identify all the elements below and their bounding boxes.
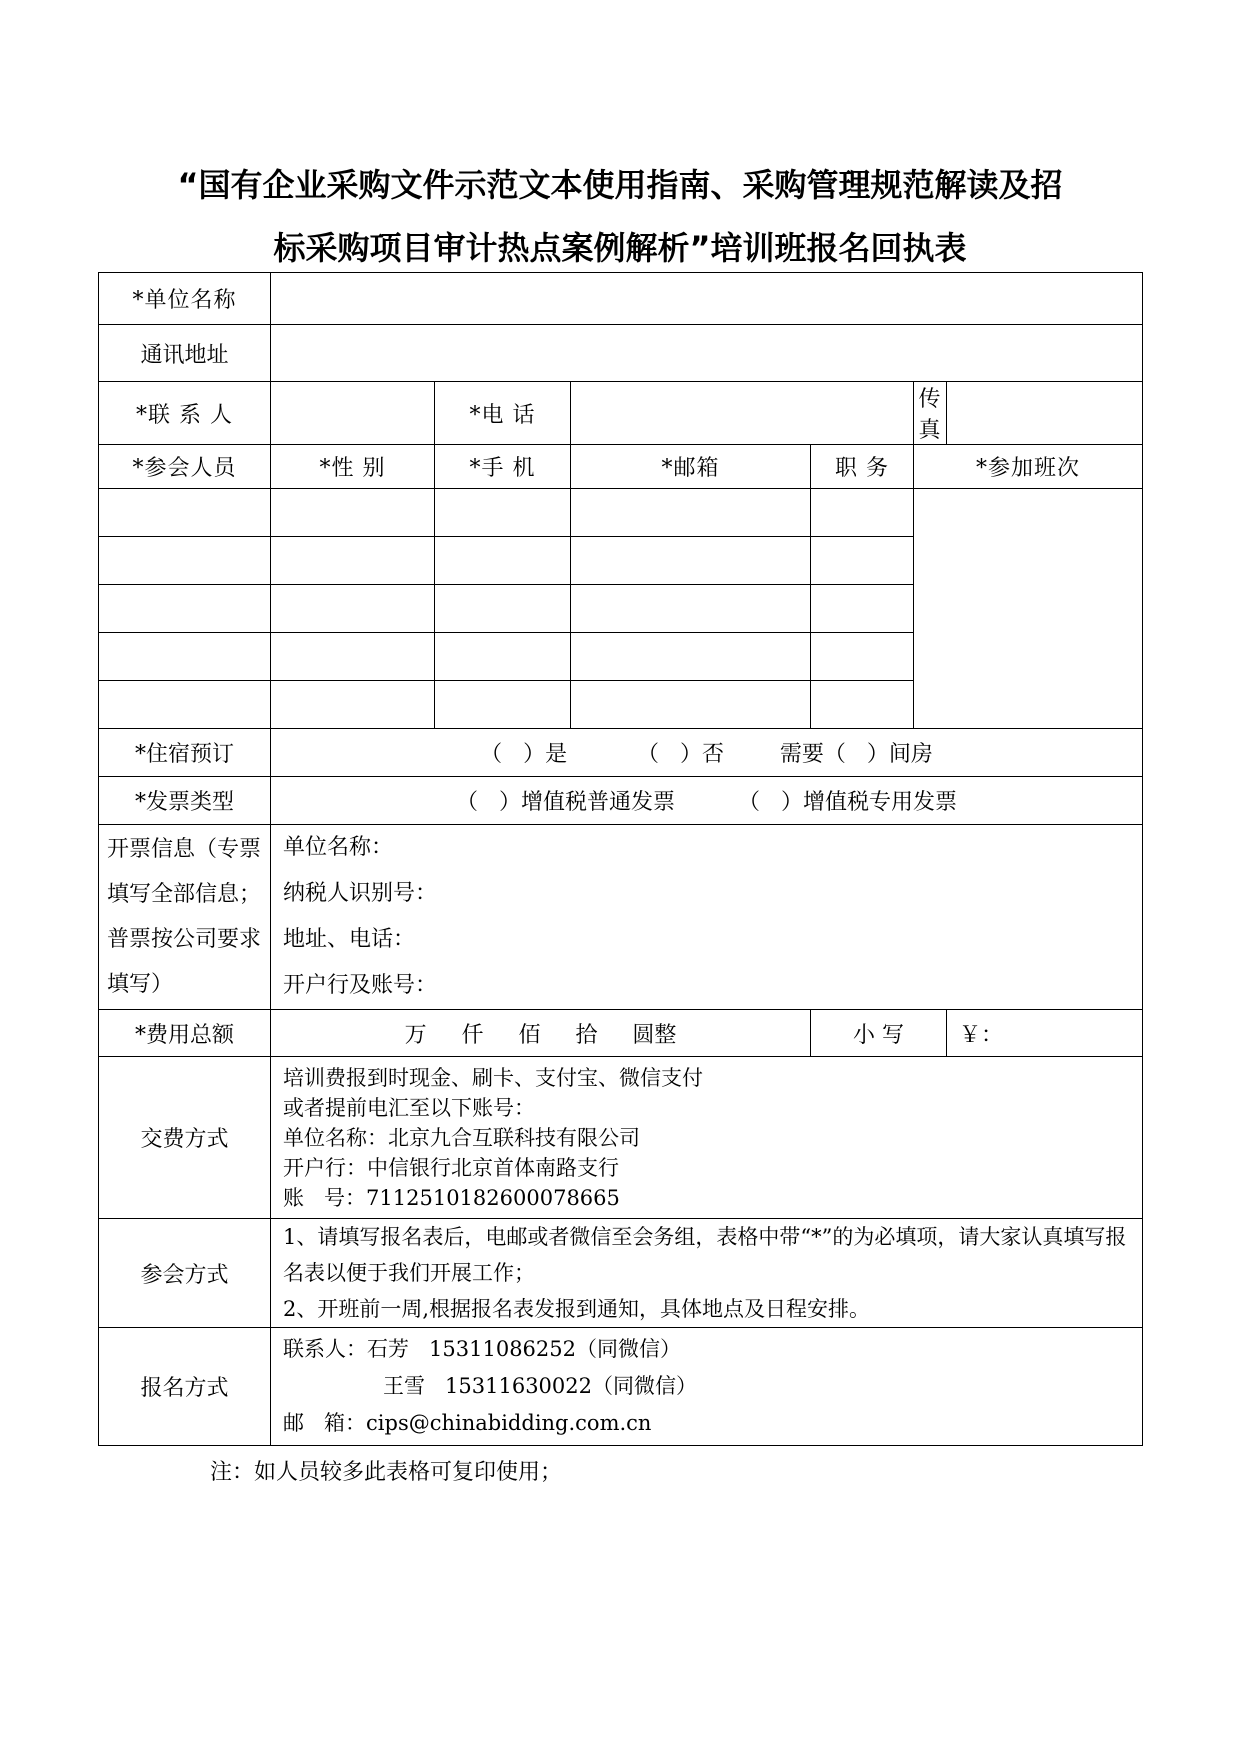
attendee-position-cell[interactable] (811, 633, 914, 681)
email-header: *邮箱 (571, 445, 811, 489)
signup-method-label: 报名方式 (99, 1328, 271, 1446)
mobile-header: *手 机 (435, 445, 571, 489)
attendee-email-cell[interactable] (571, 537, 811, 585)
registration-table (98, 272, 1143, 1446)
attendee-gender-cell[interactable] (271, 585, 435, 633)
attendee-gender-cell[interactable] (271, 681, 435, 729)
attendee-position-cell[interactable] (811, 585, 914, 633)
attendee-email-cell[interactable] (571, 489, 811, 537)
attendee-mobile-cell[interactable] (435, 681, 571, 729)
payment-line: 账 号：7112510182600078665 (283, 1185, 620, 1210)
attendee-gender-cell[interactable] (271, 633, 435, 681)
attend-instruction: 2、开班前一周,根据报名表发报到通知，具体地点及日程安排。 (283, 1297, 871, 1321)
payment-line: 培训费报到时现金、刷卡、支付宝、微信支付 (283, 1065, 703, 1090)
payment-line: 或者提前电汇至以下账号： (283, 1095, 535, 1120)
fee-small-label: 小 写 (811, 1010, 947, 1057)
attendee-header: *参会人员 (99, 445, 271, 489)
billing-unit-name: 单位名称： (283, 835, 394, 860)
attendee-mobile-cell[interactable] (435, 489, 571, 537)
fax-label: 传 真 (914, 382, 947, 445)
attendee-name-cell[interactable] (99, 585, 271, 633)
attendee-name-cell[interactable] (99, 489, 271, 537)
attendee-position-cell[interactable] (811, 489, 914, 537)
attendee-gender-cell[interactable] (271, 489, 435, 537)
session-header: *参加班次 (914, 445, 1143, 489)
signup-email: 邮 箱：cips@chinabidding.com.cn (283, 1411, 652, 1435)
signup-contact-2: 王雪 15311630022（同微信） (383, 1374, 697, 1398)
unit-name-label: *单位名称 (99, 273, 271, 325)
contact-field[interactable] (271, 382, 435, 445)
gender-header: *性 别 (271, 445, 435, 489)
attend-method-label: 参会方式 (99, 1219, 271, 1328)
footnote: 注：如人员较多此表格可复印使用； (210, 1460, 563, 1485)
attendee-mobile-cell[interactable] (435, 537, 571, 585)
position-header: 职 务 (811, 445, 914, 489)
phone-field[interactable] (571, 382, 914, 445)
attendee-mobile-cell[interactable] (435, 585, 571, 633)
attendee-email-cell[interactable] (571, 681, 811, 729)
contact-label: *联 系 人 (99, 382, 271, 445)
billing-tax-id: 纳税人识别号： (283, 881, 438, 906)
attendee-gender-cell[interactable] (271, 537, 435, 585)
attend-method-content (271, 1219, 1143, 1328)
payment-method-label: 交费方式 (99, 1057, 271, 1219)
fax-field[interactable] (947, 382, 1143, 445)
fee-uppercase-field[interactable]: 万 仟 佰 拾 圆整 (271, 1010, 811, 1057)
payment-method-content (271, 1057, 1143, 1219)
billing-address-phone: 地址、电话： (283, 927, 416, 952)
lodging-label: *住宿预订 (99, 729, 271, 777)
attendee-name-cell[interactable] (99, 633, 271, 681)
lodging-options[interactable]: （ ）是 （ ）否 需要（ ）间房 (271, 729, 1143, 777)
unit-name-field[interactable] (271, 273, 1143, 325)
form-title-line-1: “国有企业采购文件示范文本使用指南、采购管理规范解读及招 (177, 166, 1063, 204)
billing-info-label: 开票信息（专票填写全部信息；普票按公司要求填写） (99, 825, 271, 1010)
attendee-email-cell[interactable] (571, 633, 811, 681)
address-field[interactable] (271, 325, 1143, 382)
attendee-session-cell[interactable] (914, 489, 1143, 729)
billing-bank-account: 开户行及账号： (283, 973, 438, 998)
attendee-mobile-cell[interactable] (435, 633, 571, 681)
attendee-position-cell[interactable] (811, 681, 914, 729)
signup-contact-1: 联系人：石芳 15311086252（同微信） (283, 1337, 681, 1361)
billing-info-fields[interactable] (271, 825, 1143, 1010)
form-title-line-2: 标采购项目审计热点案例解析”培训班报名回执表 (273, 229, 967, 267)
attendee-name-cell[interactable] (99, 537, 271, 585)
address-label: 通讯地址 (99, 325, 271, 382)
attend-instruction: 1、请填写报名表后，电邮或者微信至会务组，表格中带“*”的为必填项，请大家认真填写报名表以便于我们开展工作； (283, 1225, 1127, 1285)
payment-line: 单位名称：北京九合互联科技有限公司 (283, 1125, 640, 1150)
fee-small-field[interactable]: ￥： (947, 1010, 1143, 1057)
payment-line: 开户行：中信银行北京首体南路支行 (283, 1155, 619, 1180)
attendee-position-cell[interactable] (811, 537, 914, 585)
invoice-type-options[interactable]: （ ）增值税普通发票 （ ）增值税专用发票 (271, 777, 1143, 825)
invoice-type-label: *发票类型 (99, 777, 271, 825)
signup-method-content (271, 1328, 1143, 1446)
fee-total-label: *费用总额 (99, 1010, 271, 1057)
phone-label: *电 话 (435, 382, 571, 445)
attendee-email-cell[interactable] (571, 585, 811, 633)
attendee-name-cell[interactable] (99, 681, 271, 729)
